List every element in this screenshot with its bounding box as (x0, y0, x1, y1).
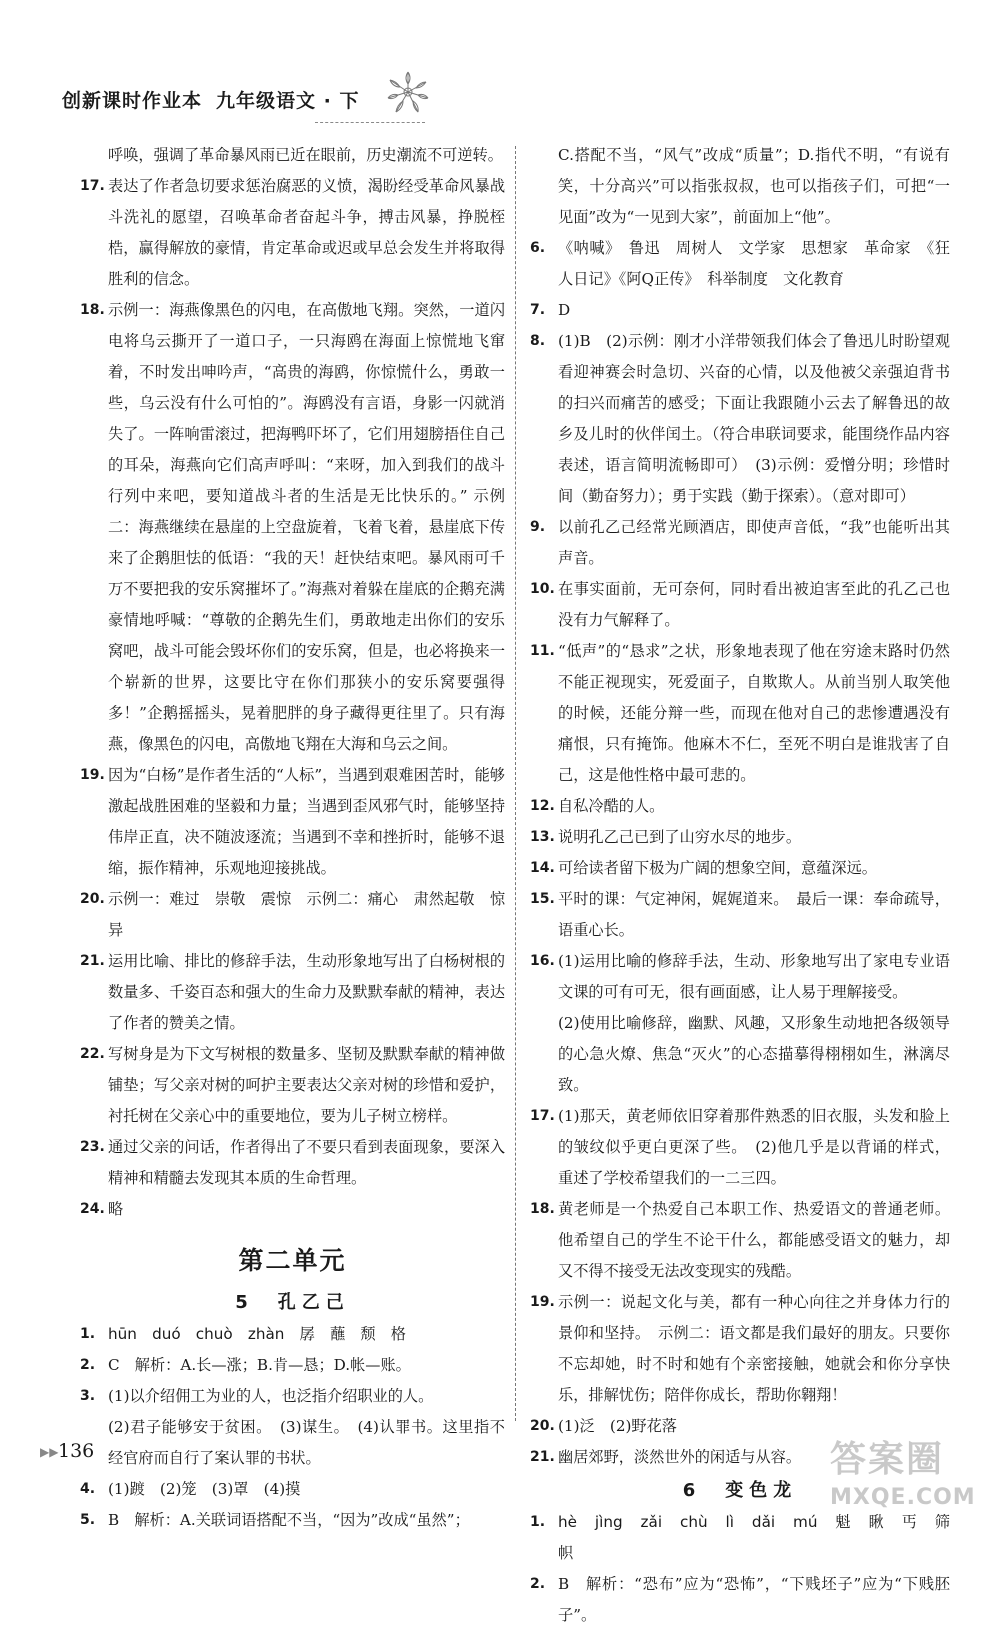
watermark (830, 1435, 980, 1525)
answer-text: (1)B (2)示例：刚才小洋带领我们体会了鲁迅儿时盼望观看迎神赛会时急切、兴奋的心情，以及他被父亲强迫背书的扫兴而痛苦的感受；下面让我跟随小云去了解鲁迅的故乡及儿时的伙伴闰土。（符合串联词要求，能围绕作品内容表述，语言简明流畅即可） (3)示例：爱憎分明；珍惜时间（勤奋努力）；勇于实践（勤于探索）。（意对即可） (558, 332, 950, 505)
answer-number: 2. (80, 1357, 96, 1373)
answer-number: 18. (530, 1201, 555, 1217)
answer-item (80, 295, 505, 760)
answer-text: 说明孔乙己已到了山穷水尽的地步。 (558, 828, 801, 846)
answer-number: 19. (80, 767, 105, 783)
flower-ornament-icon (378, 64, 448, 124)
answer-subpart: (2)使用比喻修辞，幽默、风趣，又形象生动地把各级领导的心急火燎、焦急“灭火”的心态描摹得栩栩如生，淋漓尽致。 (558, 1014, 950, 1094)
answer-text: 写树身是为下文写树根的数量多、坚韧及默默奉献的精神做铺垫；写父亲对树的呵护主要表达父亲对树的珍惜和爱护，衬托树在父亲心中的重要地位，要为儿子树立榜样。 (108, 1045, 505, 1125)
answer-number: 8. (530, 333, 546, 349)
lesson-title: 6 变色龙 (682, 1480, 798, 1501)
answer-item (530, 946, 950, 1008)
answer-text: 通过父亲的问话，作者得出了不要只看到表面现象，要深入精神和精髓去发现其本质的生命哲理。 (108, 1138, 505, 1187)
answer-text: 平时的课：气定神闲，娓娓道来。 最后一课：奉命疏导，语重心长。 (558, 890, 950, 939)
answer-item (80, 884, 505, 946)
answer-item (80, 1474, 505, 1505)
answer-text: 黄老师是一个热爱自己本职工作、热爱语文的普通老师。他希望自己的学生不论干什么，都能感受语文的魅力，却又不得不接受无法改变现实的残酷。 (558, 1200, 950, 1280)
answer-item (80, 1505, 505, 1536)
answer-number: 24. (80, 1201, 105, 1217)
unit-title: 第二单元 (238, 1246, 347, 1275)
answer-number: 4. (80, 1481, 96, 1497)
watermark-text: 答案圈 (830, 1439, 945, 1480)
answer-text: 示例一：说起文化与美，都有一种心向往之并身体力行的景仰和坚持。 示例二：语文都是我们最好的朋友。只要你不忘却她，时不时和她有个亲密接触，她就会和你分享快乐，排解忧伤；陪伴你成长，帮助你翱翔！ (558, 1293, 950, 1404)
answer-text: (1)踱 (2)笼 (3)罩 (4)摸 (108, 1480, 301, 1498)
answer-item (530, 822, 950, 853)
answer-number: 15. (530, 891, 555, 907)
answer-text: 示例一：海燕像黑色的闪电，在高傲地飞翔。突然，一道闪电将乌云撕开了一道口子，一只海鸥在海面上惊慌地飞窜着，不时发出呻吟声，“高贵的海鸥，你惊慌什么，勇敢一些，乌云没有什么可怕的”。海鸥没有言语，身影一闪就消失了。一阵响雷滚过，把海鸭吓坏了，它们用翅膀捂住自己的耳朵，海燕向它们高声呼叫：“来呀，加入到我们的战斗行列中来吧，要知道战斗者的生活是无比快乐的。” 示例二：海燕继续在悬崖的上空盘旋着，飞着飞着，悬崖底下传来了企鹅胆怯的低语：“我的天！赶快结束吧。暴风雨可千万不要把我的安乐窝摧坏了。”海燕对着躲在崖底的企鹅充满豪情地呼喊：“尊敬的企鹅先生们，勇敢地走出你们的安乐窝吧，战斗可能会毁坏你们的安乐窝，但是，也必将换来一个崭新的世界，这要比守在你们那狭小的安乐窝要强得多！”企鹅摇摇头，晃着肥胖的身子藏得更往里了。只有海燕，像黑色的闪电，高傲地飞翔在大海和乌云之间。 (108, 301, 505, 753)
answer-text: 幽居郊野，淡然世外的闲适与从容。 (558, 1448, 801, 1466)
lesson-title: 5 孔乙己 (235, 1292, 350, 1313)
page-number: 136 (58, 1440, 95, 1462)
answer-text: (1)泛 (2)野花落 (558, 1417, 677, 1435)
answer-number: 7. (530, 302, 546, 318)
answer-text: 表达了作者急切要求惩治腐恶的义愤，渴盼经受革命风暴战斗洗礼的愿望，召唤革命者奋起斗争，搏击风暴，挣脱桎梏，赢得解放的豪情，肯定革命或迟或早总会发生并将取得胜利的信念。 (108, 177, 505, 288)
answer-text: hūn duó chuò zhàn 孱 蘸 颓 格 (108, 1325, 406, 1343)
answer-number: 20. (80, 891, 105, 907)
answer-continuation: C.搭配不当，“风气”改成“质量”；D.指代不明，“有说有笑，十分高兴”可以指张叔叔，也可以指孩子们，可把“一见面”改为“一见到大家”，前面加上“他”。 (558, 146, 950, 226)
answer-number: 17. (80, 178, 105, 194)
answer-item (80, 1350, 505, 1381)
book-subtitle: 九年级语文 · 下 (216, 90, 360, 112)
answer-text: hè jìng zǎi chù lì dǎi mú 魁 瞅 丐 筛 帜 (558, 1513, 966, 1562)
answer-number: 3. (80, 1388, 96, 1404)
answer-item (80, 946, 505, 1039)
answer-item (530, 295, 950, 326)
answer-text: 因为“白杨”是作者生活的“人标”，当遇到艰难困苦时，能够激起战胜困难的坚毅和力量；当遇到歪风邪气时，能够坚持伟岸正直，决不随波逐流；当遇到不幸和挫折时，能够不退缩，振作精神，乐观地迎接挑战。 (108, 766, 505, 877)
answer-number: 20. (530, 1418, 555, 1434)
answer-text: D (558, 301, 571, 319)
answer-item (530, 512, 950, 574)
answer-item (530, 884, 950, 946)
answer-item (530, 574, 950, 636)
answer-number: 1. (80, 1326, 96, 1342)
right-column (530, 140, 966, 1631)
answer-text: 《呐喊》 鲁迅 周树人 文学家 思想家 革命家 《狂人日记》《阿Q正传》 科举制度 文化教育 (558, 239, 950, 288)
answer-item (530, 1569, 950, 1631)
answer-number: 1. (530, 1514, 546, 1530)
answer-item (80, 1194, 505, 1225)
answer-number: 10. (530, 581, 555, 597)
answer-text: B 解析：A.关联词语搭配不当，“因为”改成“虽然”； (108, 1511, 470, 1529)
answer-item (80, 760, 505, 884)
answer-text: (1)运用比喻的修辞手法，生动、形象地写出了家电专业语文课的可有可无，很有画面感，让人易于理解接受。 (558, 952, 950, 1001)
answer-text: 示例一：难过 崇敬 震惊 示例二：痛心 肃然起敬 惊异 (108, 890, 505, 939)
answer-text: 在事实面前，无可奈何，同时看出被迫害至此的孔乙己也没有力气解释了。 (558, 580, 950, 629)
answer-number: 17. (530, 1108, 555, 1124)
answer-item (530, 1101, 950, 1194)
header-rule (315, 122, 425, 123)
answer-item (530, 1194, 950, 1287)
answer-number: 13. (530, 829, 555, 845)
page-arrows-icon: ▶▶ (40, 1445, 59, 1459)
answer-number: 5. (80, 1512, 96, 1528)
column-divider (515, 146, 516, 1421)
answer-number: 19. (530, 1294, 555, 1310)
answer-text: 以前孔乙己经常光顾酒店，即使声音低，“我”也能听出其声音。 (558, 518, 950, 567)
answer-text: “低声”的“恳求”之状，形象地表现了他在穷途末路时仍然不能正视现实，死爱面子，自欺欺人。从前当别人取笑他的时候，还能分辩一些，而现在他对自己的悲惨遭遇没有痛恨，只有掩饰。他麻木不仁，至死不明白是谁戕害了自己，这是他性格中最可悲的。 (558, 642, 950, 784)
answer-text: (1)以介绍佣工为业的人，也泛指介绍职业的人。 (108, 1387, 434, 1405)
answer-number: 14. (530, 860, 555, 876)
answer-text: 可给读者留下极为广阔的想象空间，意蕴深远。 (558, 859, 877, 877)
answer-number: 11. (530, 643, 555, 659)
answer-item (80, 1319, 505, 1350)
answer-item (530, 791, 950, 822)
answer-continuation: 呼唤，强调了革命暴风雨已近在眼前，历史潮流不可逆转。 (108, 146, 503, 164)
answer-item (530, 636, 950, 791)
answer-item (530, 326, 950, 512)
answer-item (530, 853, 950, 884)
answer-item (80, 1381, 505, 1412)
answer-text: B 解析：“恐布”应为“恐怖”，“下贱坯子”应为“下贱胚子”。 (558, 1575, 950, 1624)
answer-number: 2. (530, 1576, 546, 1592)
answer-item (80, 1039, 505, 1132)
answer-number: 18. (80, 302, 105, 318)
answer-item (530, 233, 950, 295)
answer-number: 21. (80, 953, 105, 969)
answer-text: 运用比喻、排比的修辞手法，生动形象地写出了白杨树根的数量多、千姿百态和强大的生命力及默默奉献的精神，表达了作者的赞美之情。 (108, 952, 505, 1032)
answer-subpart: (2)君子能够安于贫困。 (3)谋生。 (4)认罪书。这里指不经官府而自行了案认罪的书状。 (108, 1418, 505, 1467)
book-header (62, 86, 359, 113)
answer-text: C 解析：A.长—涨；B.肯—恳；D.帐—账。 (108, 1356, 411, 1374)
answer-number: 6. (530, 240, 546, 256)
answer-number: 9. (530, 519, 546, 535)
answer-item (530, 1287, 950, 1411)
answer-item (80, 1132, 505, 1194)
left-column (80, 140, 505, 1536)
answer-number: 16. (530, 953, 555, 969)
book-title: 创新课时作业本 (62, 90, 203, 112)
answer-text: 自私冷酷的人。 (558, 797, 665, 815)
watermark-url: MXQE.COM (830, 1485, 976, 1510)
answer-number: 21. (530, 1449, 555, 1465)
answer-number: 12. (530, 798, 555, 814)
answer-number: 23. (80, 1139, 105, 1155)
answer-item (80, 171, 505, 295)
answer-text: (1)那天，黄老师依旧穿着那件熟悉的旧衣服，头发和脸上的皱纹似乎更白更深了些。 (2)他几乎是以背诵的样式，重述了学校希望我们的一二三四。 (558, 1107, 950, 1187)
answer-number: 22. (80, 1046, 105, 1062)
answer-text: 略 (108, 1200, 124, 1218)
